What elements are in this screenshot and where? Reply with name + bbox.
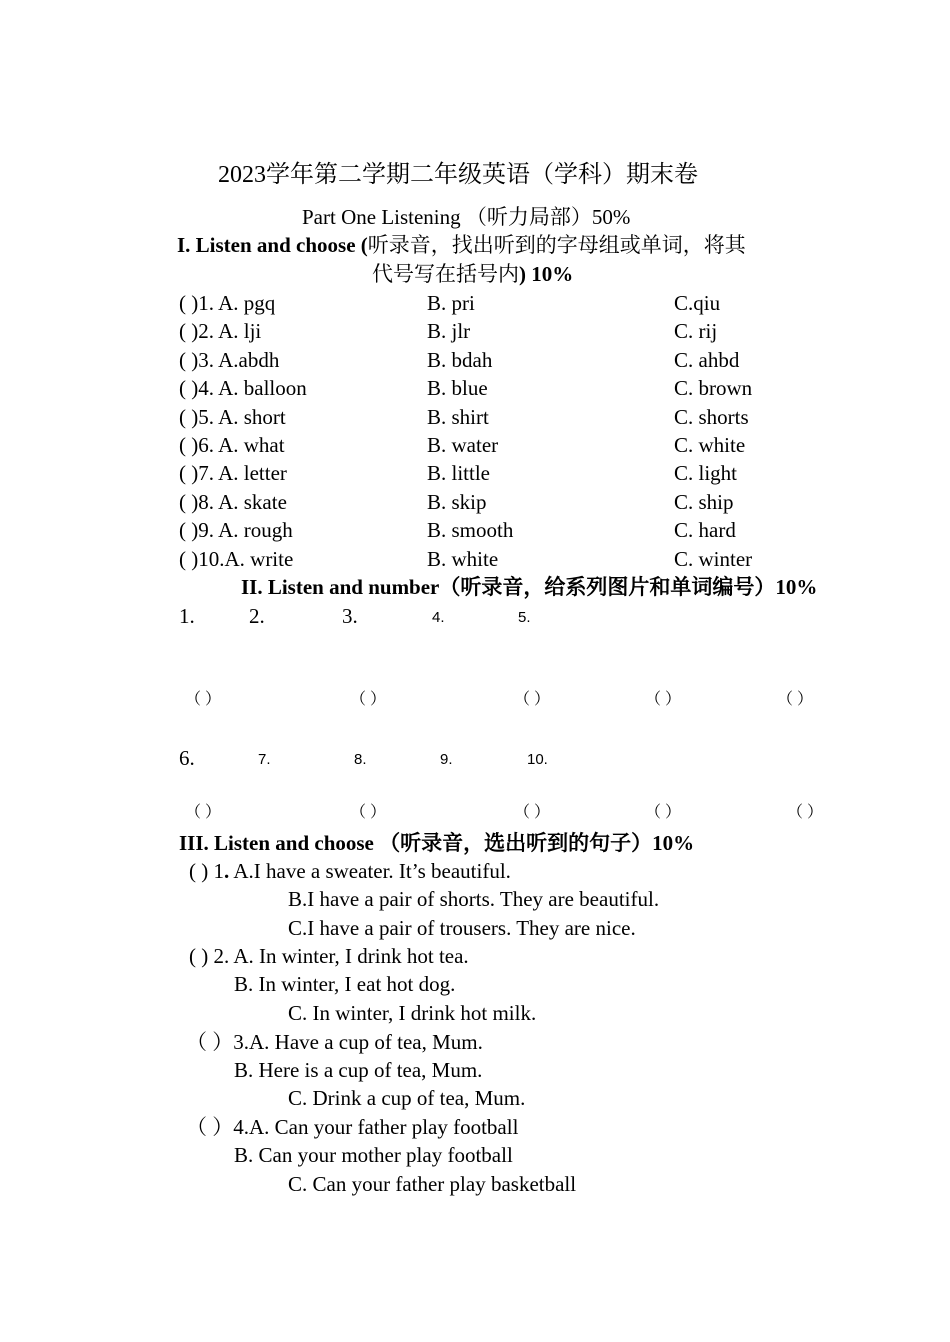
q3-option-c: C. ahbd: [674, 347, 740, 372]
q1-option-a: [189, 861, 511, 882]
q5-option-c: C. shorts: [674, 404, 749, 429]
q3-option-a: （ ）3.A. Have a cup of tea, Mum.: [186, 1030, 483, 1054]
q3-option-b: B. bdah: [427, 347, 493, 372]
q1-option-c: C.qiu: [674, 291, 721, 315]
q2-option-c: C. In winter, I drink hot milk.: [288, 1001, 537, 1025]
picture-number-2: 2.: [249, 604, 265, 628]
q9-option-b: B. smooth: [427, 518, 514, 543]
answer-blank-4[interactable]: （ ）: [645, 691, 682, 708]
q8-option-b: B. skip: [427, 489, 487, 514]
answer-blank-7[interactable]: （ ）: [350, 804, 387, 821]
q4-option-c: C. brown: [674, 376, 753, 401]
q3-question-number-and-option-a: ( )3. A.abdh: [179, 347, 280, 372]
q10-question-number-and-option-a: ( )10.A. write: [179, 546, 294, 571]
q6-option-b: B. water: [427, 433, 499, 457]
answer-blank-10[interactable]: （ ）: [787, 804, 824, 821]
section1-heading: [177, 235, 746, 256]
q9-question-number-and-option-a: ( )9. A. rough: [179, 518, 293, 543]
picture-number-8: 8.: [354, 751, 367, 768]
answer-blank-1[interactable]: （ ）: [185, 691, 222, 708]
q1-a-text: A.I have a sweater. It’s beautiful.: [229, 859, 511, 883]
picture-number-1: 1.: [179, 604, 195, 628]
part-one-heading: Part One Listening （听力局部）50%: [302, 205, 631, 229]
q4-option-b: B. blue: [427, 376, 488, 401]
picture-number-9: 9.: [440, 751, 453, 768]
picture-number-6: 6.: [179, 746, 195, 770]
q2-option-b: B. In winter, I eat hot dog.: [234, 972, 456, 996]
picture-number-4: 4.: [432, 609, 445, 626]
answer-blank-9[interactable]: （ ）: [645, 804, 682, 821]
q1-dot: .: [224, 859, 230, 883]
q1-prefix: ( ) 1: [189, 859, 224, 883]
picture-number-3: 3.: [342, 604, 358, 628]
q7-option-c: C. light: [674, 461, 738, 486]
q8-question-number-and-option-a: ( )8. A. skate: [179, 489, 287, 514]
picture-number-5: 5.: [518, 609, 531, 626]
q6-option-c: C. white: [674, 433, 746, 457]
q4-option-c: C. Can your father play basketball: [288, 1172, 577, 1196]
q2-option-a: ( ) 2. A. In winter, I drink hot tea.: [189, 944, 469, 968]
q6-question-number-and-option-a: ( )6. A. what: [179, 433, 285, 457]
q1-option-b: B.I have a pair of shorts. They are beautiful.: [288, 887, 660, 911]
q1-question-number-and-option-a: ( )1. A. pgq: [179, 291, 276, 315]
section1-heading-cn2: 代号写在括号内: [372, 262, 519, 286]
q10-option-c: C. winter: [674, 546, 753, 571]
q2-option-c: C. rij: [674, 319, 718, 344]
answer-blank-6[interactable]: （ ）: [185, 804, 222, 821]
q8-option-c: C. ship: [674, 489, 734, 514]
page-title: 2023学年第二学期二年级英语（学科）期末卷: [218, 162, 698, 188]
section1-score: ) 10%: [519, 262, 574, 286]
q3-option-c: C. Drink a cup of tea, Mum.: [288, 1086, 526, 1110]
q7-question-number-and-option-a: ( )7. A. letter: [179, 461, 287, 486]
section1-heading-en: I. Listen and choose (: [177, 233, 368, 257]
q2-question-number-and-option-a: ( )2. A. lji: [179, 319, 262, 344]
section1-heading-line2: [372, 264, 573, 285]
picture-number-7: 7.: [258, 751, 271, 768]
section1-heading-cn: 听录音，找出听到的字母组或单词，将其: [367, 233, 746, 257]
q4-option-b: B. Can your mother play football: [234, 1143, 513, 1167]
q2-option-b: B. jlr: [427, 319, 471, 344]
q4-question-number-and-option-a: ( )4. A. balloon: [179, 376, 307, 401]
picture-number-10: 10.: [527, 751, 548, 768]
q4-option-a: （ ）4.A. Can your father play football: [186, 1115, 519, 1139]
section3-heading: III. Listen and choose （听录音，选出听到的句子）10%: [179, 831, 695, 855]
q5-option-b: B. shirt: [427, 404, 489, 429]
q1-option-b: B. pri: [427, 291, 475, 315]
answer-blank-3[interactable]: （ ）: [514, 691, 551, 708]
q1-option-c: C.I have a pair of trousers. They are nice.: [288, 916, 636, 940]
q9-option-c: C. hard: [674, 518, 736, 543]
q5-question-number-and-option-a: ( )5. A. short: [179, 404, 286, 429]
q3-option-b: B. Here is a cup of tea, Mum.: [234, 1058, 483, 1082]
section2-heading: II. Listen and number（听录音，给系列图片和单词编号）10%: [241, 575, 818, 599]
q7-option-b: B. little: [427, 461, 490, 486]
answer-blank-2[interactable]: （ ）: [350, 691, 387, 708]
answer-blank-5[interactable]: （ ）: [777, 691, 814, 708]
q10-option-b: B. white: [427, 546, 499, 571]
answer-blank-8[interactable]: （ ）: [514, 804, 551, 821]
